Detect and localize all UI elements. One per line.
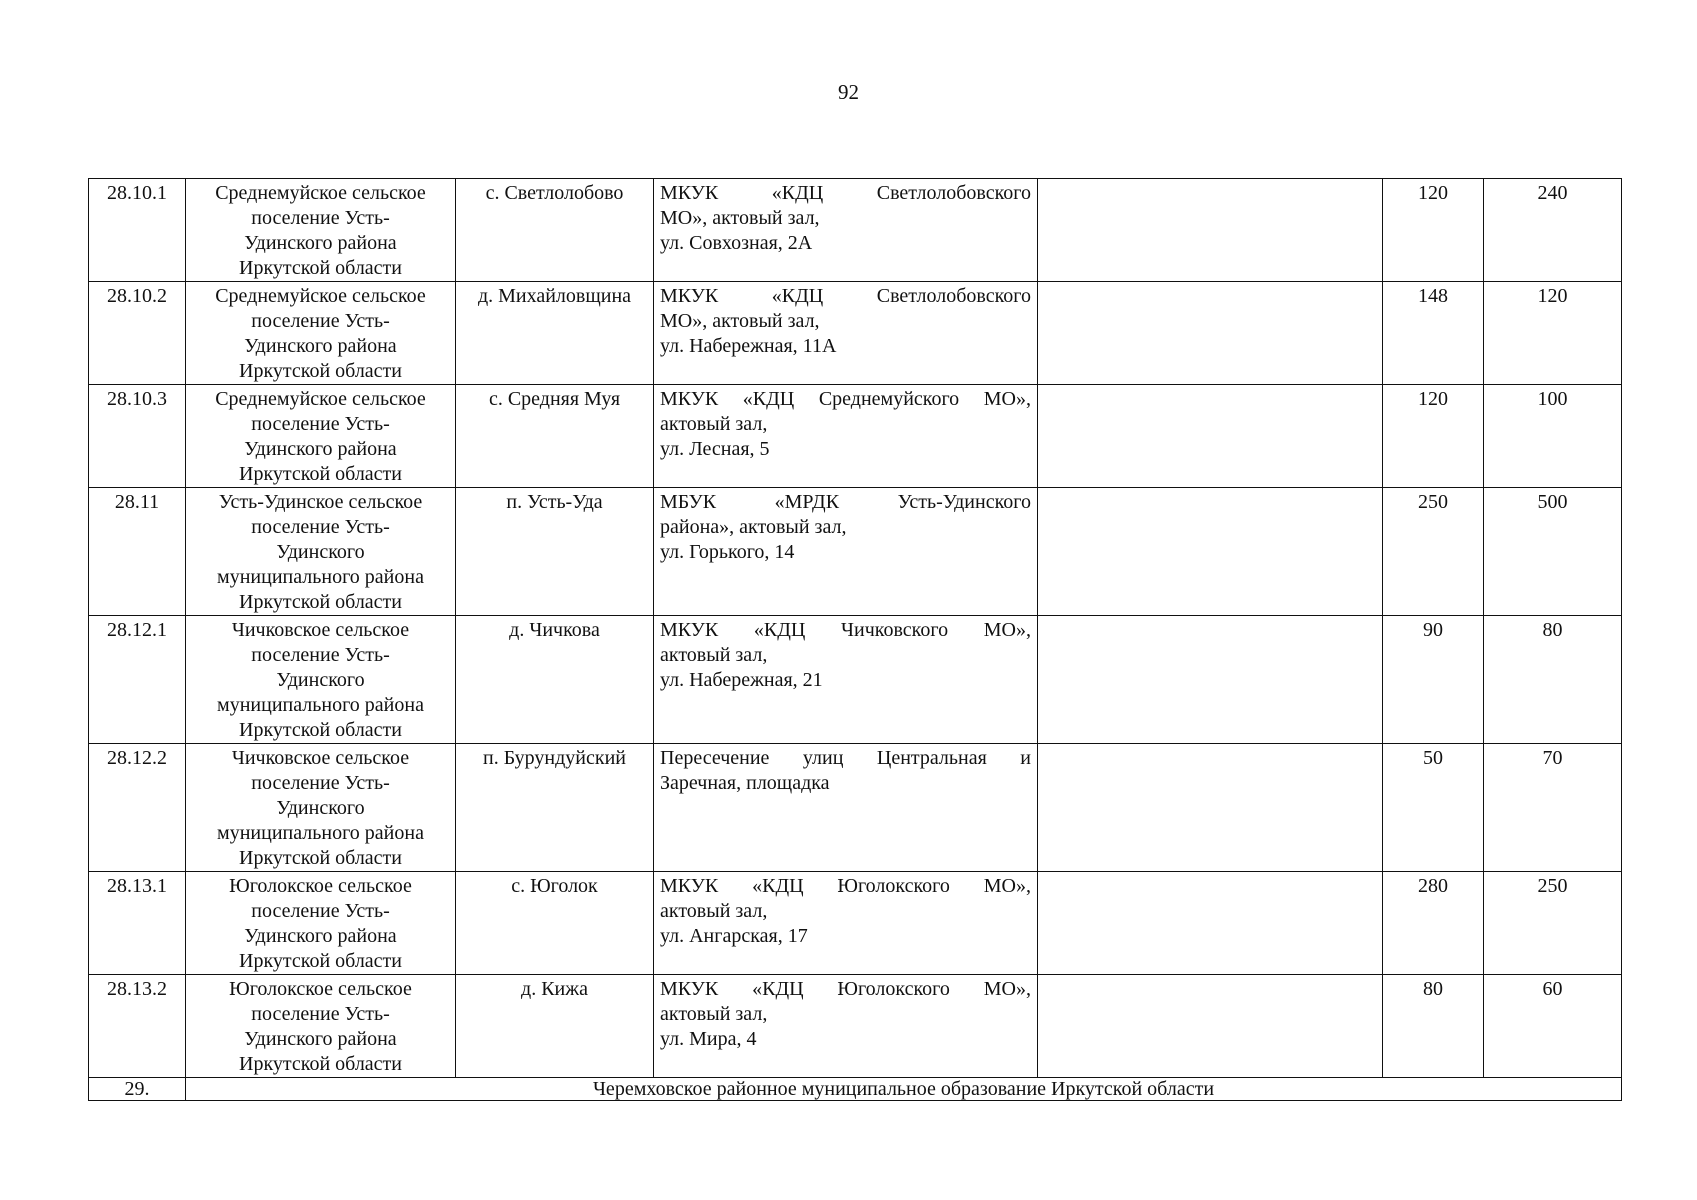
address-line: Пересечение улиц Центральная и (660, 747, 1031, 769)
address-line: актовый зал, (660, 1003, 768, 1025)
municipality-line: Удинского (276, 541, 365, 563)
value-1-cell: 120 (1383, 179, 1484, 282)
municipality-line: Иркутской области (239, 360, 402, 382)
locality-cell: д. Кижа (456, 975, 654, 1078)
value-2-cell: 240 (1484, 179, 1622, 282)
municipality-line: поселение Усть- (251, 310, 390, 332)
address-line: МКУК «КДЦ Среднемуйского МО», (660, 388, 1031, 410)
value-1-cell: 90 (1383, 616, 1484, 744)
row-number: 28.10.1 (89, 179, 186, 282)
address-line: актовый зал, (660, 413, 768, 435)
section-row (89, 1078, 1622, 1101)
table-row (89, 488, 1622, 616)
municipality-cell (186, 872, 456, 975)
value-2-cell: 80 (1484, 616, 1622, 744)
municipality-line: Среднемуйское сельское (215, 285, 426, 307)
municipality-line: поселение Усть- (251, 516, 390, 538)
municipality-line: Удинского района (244, 335, 397, 357)
municipality-line: Усть-Удинское сельское (218, 491, 423, 513)
note-cell (1038, 975, 1383, 1078)
value-1-cell: 80 (1383, 975, 1484, 1078)
note-cell (1038, 488, 1383, 616)
address-cell (654, 488, 1038, 616)
address-line: МКУК «КДЦ Чичковского МО», (660, 619, 1031, 641)
municipality-cell (186, 179, 456, 282)
row-number: 28.12.1 (89, 616, 186, 744)
address-line: актовый зал, (660, 644, 768, 666)
table-row (89, 179, 1622, 282)
municipality-line: поселение Усть- (251, 207, 390, 229)
address-line: МКУК «КДЦ Юголокского МО», (660, 978, 1031, 1000)
address-line: района», актовый зал, (660, 516, 847, 538)
value-2-cell: 250 (1484, 872, 1622, 975)
address-line: МБУК «МРДК Усть-Удинского (660, 491, 1031, 513)
value-2-cell: 70 (1484, 744, 1622, 872)
locality-cell: с. Светлолобово (456, 179, 654, 282)
address-cell (654, 179, 1038, 282)
municipality-line: Иркутской области (239, 847, 402, 869)
municipality-line: Юголокское сельское (229, 978, 412, 1000)
address-line: актовый зал, (660, 900, 768, 922)
municipality-line: Среднемуйское сельское (215, 388, 426, 410)
address-line: МКУК «КДЦ Юголокского МО», (660, 875, 1031, 897)
page-number: 92 (838, 80, 859, 104)
note-cell (1038, 385, 1383, 488)
address-cell (654, 975, 1038, 1078)
municipality-cell (186, 488, 456, 616)
municipality-line: Иркутской области (239, 591, 402, 613)
locality-cell: д. Михайловщина (456, 282, 654, 385)
address-cell (654, 744, 1038, 872)
row-number: 28.10.3 (89, 385, 186, 488)
note-cell (1038, 744, 1383, 872)
municipality-line: поселение Усть- (251, 900, 390, 922)
municipality-line: поселение Усть- (251, 772, 390, 794)
row-number: 28.10.2 (89, 282, 186, 385)
value-1-cell: 50 (1383, 744, 1484, 872)
note-cell (1038, 872, 1383, 975)
municipality-line: Чичковское сельское (231, 619, 410, 641)
municipality-line: поселение Усть- (251, 413, 390, 435)
locality-cell: с. Юголок (456, 872, 654, 975)
municipality-line: Удинского района (244, 1028, 397, 1050)
municipality-cell (186, 616, 456, 744)
municipality-line: Иркутской области (239, 719, 402, 741)
address-cell (654, 385, 1038, 488)
locality-cell: п. Бурундуйский (456, 744, 654, 872)
municipality-cell (186, 282, 456, 385)
municipality-cell (186, 975, 456, 1078)
address-line: ул. Ангарская, 17 (660, 925, 808, 947)
value-2-cell: 60 (1484, 975, 1622, 1078)
address-line: ул. Горького, 14 (660, 541, 795, 563)
locality-cell: д. Чичкова (456, 616, 654, 744)
address-cell (654, 872, 1038, 975)
municipality-line: Удинского района (244, 925, 397, 947)
address-line: Заречная, площадка (660, 772, 830, 794)
address-line: МО», актовый зал, (660, 207, 820, 229)
section-title: Черемховское районное муниципальное образование Иркутской области (186, 1078, 1622, 1101)
row-number: 28.13.2 (89, 975, 186, 1078)
table-row (89, 872, 1622, 975)
table-row (89, 744, 1622, 872)
table-row (89, 975, 1622, 1078)
note-cell (1038, 282, 1383, 385)
municipality-line: муниципального района (217, 694, 424, 716)
row-number: 28.12.2 (89, 744, 186, 872)
municipality-line: Юголокское сельское (229, 875, 412, 897)
note-cell (1038, 616, 1383, 744)
municipality-line: Иркутской области (239, 257, 402, 279)
municipality-line: поселение Усть- (251, 1003, 390, 1025)
row-number: 28.13.1 (89, 872, 186, 975)
municipality-line: Удинского района (244, 232, 397, 254)
address-line: МО», актовый зал, (660, 310, 820, 332)
value-1-cell: 120 (1383, 385, 1484, 488)
municipality-line: Иркутской области (239, 950, 402, 972)
value-2-cell: 500 (1484, 488, 1622, 616)
municipality-line: муниципального района (217, 566, 424, 588)
locality-cell: п. Усть-Уда (456, 488, 654, 616)
municipality-line: Удинского района (244, 438, 397, 460)
value-1-cell: 280 (1383, 872, 1484, 975)
table-row (89, 616, 1622, 744)
value-1-cell: 250 (1383, 488, 1484, 616)
municipality-line: Иркутской области (239, 1053, 402, 1075)
address-cell (654, 282, 1038, 385)
address-line: ул. Мира, 4 (660, 1028, 757, 1050)
section-number: 29. (89, 1078, 186, 1101)
municipality-line: Удинского (276, 669, 365, 691)
address-line: ул. Лесная, 5 (660, 438, 770, 460)
address-line: МКУК «КДЦ Светлолобовского (660, 285, 1031, 307)
municipality-line: Чичковское сельское (231, 747, 410, 769)
value-2-cell: 120 (1484, 282, 1622, 385)
municipality-cell (186, 385, 456, 488)
value-1-cell: 148 (1383, 282, 1484, 385)
municipality-line: Удинского (276, 797, 365, 819)
table-row (89, 385, 1622, 488)
municipality-line: Иркутской области (239, 463, 402, 485)
municipality-line: муниципального района (217, 822, 424, 844)
municipality-line: поселение Усть- (251, 644, 390, 666)
address-line: ул. Совхозная, 2А (660, 232, 813, 254)
municipality-line: Среднемуйское сельское (215, 182, 426, 204)
address-cell (654, 616, 1038, 744)
address-line: МКУК «КДЦ Светлолобовского (660, 182, 1031, 204)
row-number: 28.11 (89, 488, 186, 616)
polling-stations-table (88, 178, 1622, 1101)
municipality-cell (186, 744, 456, 872)
address-line: ул. Набережная, 11А (660, 335, 837, 357)
address-line: ул. Набережная, 21 (660, 669, 823, 691)
value-2-cell: 100 (1484, 385, 1622, 488)
locality-cell: с. Средняя Муя (456, 385, 654, 488)
table-row (89, 282, 1622, 385)
note-cell (1038, 179, 1383, 282)
